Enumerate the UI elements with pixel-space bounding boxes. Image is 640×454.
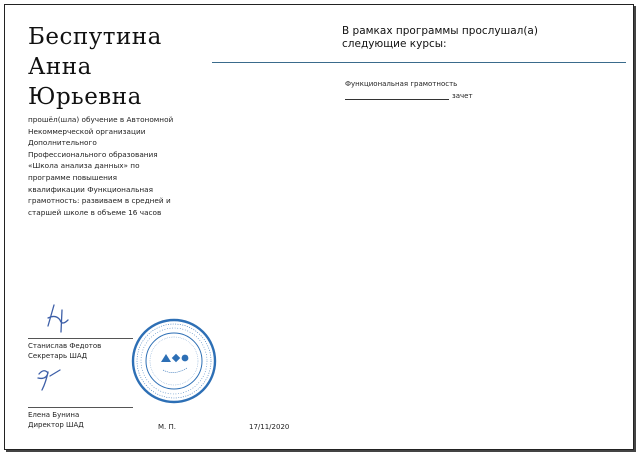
recipient-first-name: Анна <box>28 54 92 80</box>
seal-logo-icon <box>161 354 188 362</box>
recipient-patronymic: Юрьевна <box>28 84 142 110</box>
completion-description <box>28 114 200 218</box>
signatory-secretary <box>28 341 101 361</box>
signature-image-secretary <box>40 302 76 336</box>
recipient-surname: Беспутина <box>28 24 162 50</box>
description-line: старшей школе в объеме 16 часов <box>28 207 162 217</box>
signatory-director <box>28 410 84 430</box>
description-line: Профессионального образования <box>28 149 158 159</box>
description-line: Некоммерческой организации <box>28 126 146 136</box>
signature-line-secretary <box>28 338 133 339</box>
stamp-place-label: М. П. <box>158 423 176 431</box>
course-result: зачет <box>452 92 473 100</box>
signatory-role: Секретарь ШАД <box>28 352 88 360</box>
program-heading-line: В рамках программы прослушал(а) <box>342 25 538 37</box>
signatory-name: Елена Бунина <box>28 411 80 419</box>
signature-line-director <box>28 407 133 408</box>
signature-image-director <box>34 366 68 392</box>
certificate-date: 17/11/2020 <box>249 423 290 431</box>
recipient-name <box>28 22 208 112</box>
header-divider <box>212 62 626 63</box>
description-line: прошёл(шла) обучение в Автономной <box>28 115 174 124</box>
program-heading-line: следующие курсы: <box>342 37 447 50</box>
signatory-role: Директор ШАД <box>28 421 84 429</box>
description-line: «Школа анализа данных» по <box>28 161 140 171</box>
description-line: программе повышения <box>28 172 117 182</box>
course-name: Функциональная грамотность <box>345 80 458 88</box>
course-underline <box>345 91 449 100</box>
seal-stamp <box>131 318 217 404</box>
signatory-name: Станислав Федотов <box>28 342 102 350</box>
description-line: грамотность: развиваем в средней и <box>28 196 171 206</box>
description-line: квалификации Функциональная <box>28 184 154 194</box>
program-heading <box>342 25 582 50</box>
description-line: Дополнительного <box>28 138 97 148</box>
